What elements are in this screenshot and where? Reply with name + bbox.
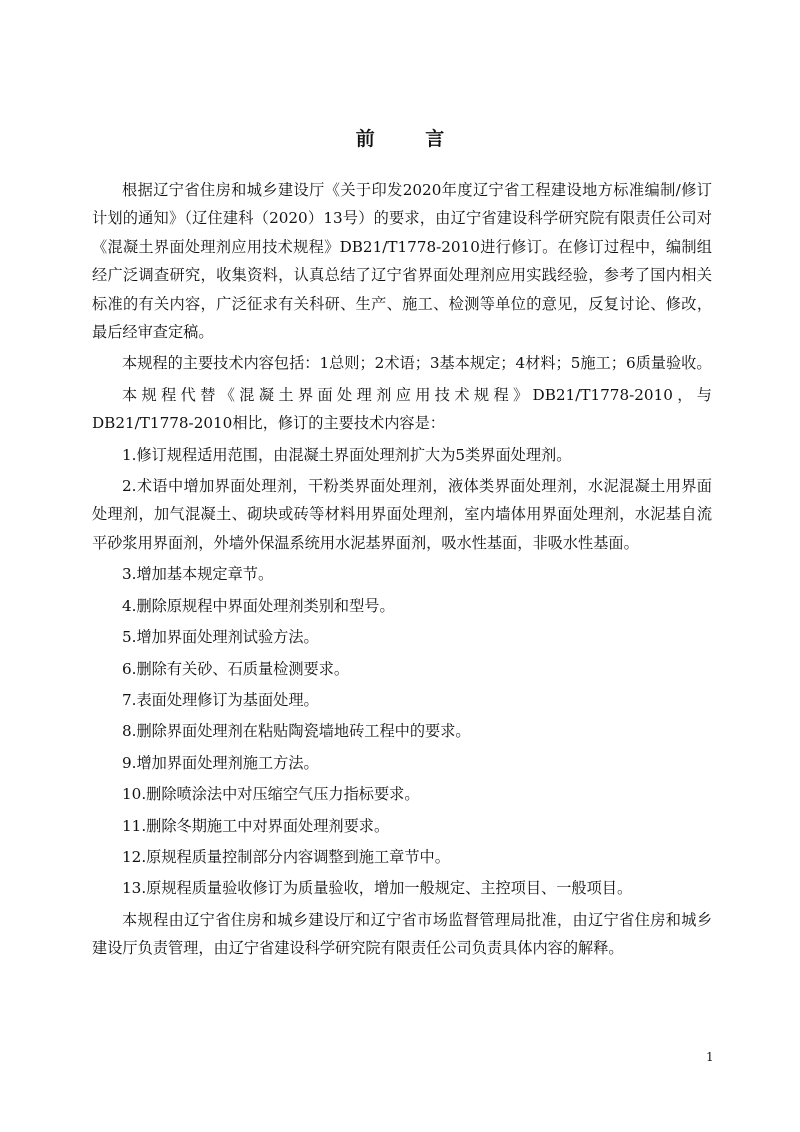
list-item: 7.表面处理修订为基面处理。	[122, 690, 319, 709]
page-number: 1	[706, 1050, 714, 1064]
intro-paragraph: 根据辽宁省住房和城乡建设厅《关于印发2020年度辽宁省工程建设地方标准编制/修订计划的通知》（辽住建科（2020）13号）的要求，由辽宁省建设科学研究院有限责任公司对《混凝土界面处理剂应用技术规程》DB21/T1778-2010进行修订。在修订过程中，编制组经广泛调查研究，收集资料，认真总结了辽宁省界面处理剂应用实践经验，参考了国内相关标准的有关内容，广泛征求有关科研、生产、施工、检测等单位的意见，反复讨论、修改，最后经审查定稿。	[92, 181, 712, 342]
list-item: 6.删除有关砂、石质量检测要求。	[122, 659, 350, 678]
document-body	[92, 176, 712, 966]
list-item: 5.增加界面处理剂试验方法。	[122, 628, 319, 647]
list-item: 12.原规程质量控制部分内容调整到施工章节中。	[122, 847, 450, 866]
contents-paragraph: 本规程的主要技术内容包括：1总则；2术语；3基本规定；4材料；5施工；6质量验收。	[122, 354, 712, 373]
list-item: 3.增加基本规定章节。	[122, 565, 274, 584]
revision-list	[92, 441, 712, 903]
list-item: 4.删除原规程中界面处理剂类别和型号。	[122, 596, 395, 615]
replacement-paragraph: 本规程代替《混凝土界面处理剂应用技术规程》DB21/T1778-2010，与DB21/T1778-2010相比，修订的主要技术内容是：	[92, 385, 712, 433]
list-item: 11.删除冬期施工中对界面处理剂要求。	[122, 816, 390, 835]
list-item: 9.增加界面处理剂施工方法。	[122, 753, 319, 772]
list-item: 13.原规程质量验收修订为质量验收，增加一般规定、主控项目、一般项目。	[122, 879, 633, 898]
page-title: 前 言	[355, 128, 467, 150]
list-item: 10.删除喷涂法中对压缩空气压力指标要求。	[122, 785, 420, 804]
list-item: 1.修订规程适用范围，由混凝土界面处理剂扩大为5类界面处理剂。	[122, 445, 572, 464]
list-item: 8.删除界面处理剂在粘贴陶瓷墙地砖工程中的要求。	[122, 722, 471, 741]
closing-paragraph: 本规程由辽宁省住房和城乡建设厅和辽宁省市场监督管理局批准，由辽宁省住房和城乡建设厅负责管理，由辽宁省建设科学研究院有限责任公司负责具体内容的解释。	[92, 910, 712, 958]
list-item: 2.术语中增加界面处理剂，干粉类界面处理剂，液体类界面处理剂，水泥混凝土用界面处理剂，加气混凝土、砌块或砖等材料用界面处理剂，室内墙体用界面处理剂，水泥基自流平砂浆用界面剂，外墙外保温系统用水泥基界面剂，吸水性基面，非吸水性基面。	[92, 477, 712, 552]
